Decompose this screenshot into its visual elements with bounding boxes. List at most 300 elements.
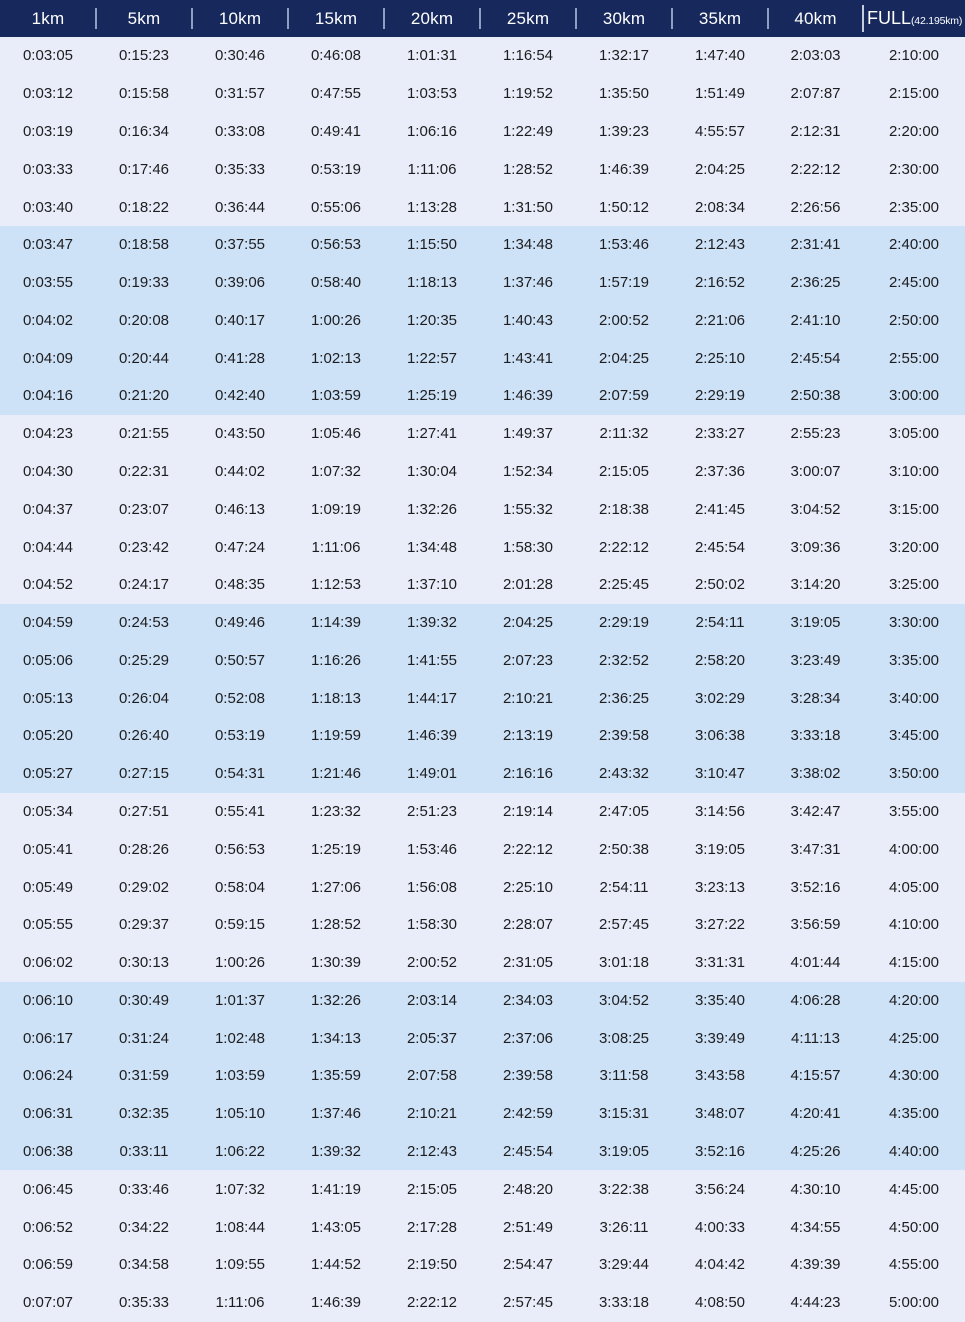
pace-cell: 2:15:05: [406, 1180, 458, 1198]
pace-cell: 1:16:54: [502, 47, 554, 65]
pace-cell: 3:35:00: [888, 651, 940, 669]
pace-cell: 2:35:00: [888, 198, 940, 216]
pace-cell: 2:25:45: [598, 576, 650, 594]
pace-cell: 1:39:23: [598, 122, 650, 140]
pace-cell: 3:27:22: [694, 916, 746, 934]
pace-cell: 4:01:44: [790, 954, 841, 972]
pace-cell: 2:33:27: [694, 425, 746, 443]
pace-cell: 0:21:55: [118, 425, 170, 443]
pace-cell: 2:45:54: [694, 538, 746, 556]
pace-cell: 1:41:19: [310, 1180, 362, 1198]
pace-cell: 3:48:07: [694, 1105, 746, 1123]
pace-cell: 2:50:38: [790, 387, 841, 405]
table-row: [0, 150, 965, 188]
pace-cell: 1:13:28: [406, 198, 458, 216]
pace-cell: 1:53:46: [598, 236, 650, 254]
col-header-25km: 25km: [480, 0, 576, 37]
pace-cell: 0:26:40: [118, 727, 170, 745]
pace-cell: 0:24:53: [118, 614, 170, 632]
pace-cell: 0:27:15: [118, 765, 170, 783]
table-row: [0, 755, 965, 793]
col-header-20km: 20km: [384, 0, 480, 37]
table-row: [0, 188, 965, 226]
pace-cell: 0:33:08: [214, 122, 266, 140]
pace-cell: 3:56:24: [694, 1180, 746, 1198]
pace-cell: 1:32:17: [598, 47, 650, 65]
pace-cell: 2:50:38: [598, 840, 650, 858]
pace-cell: 3:15:00: [888, 500, 940, 518]
pace-cell: 4:06:28: [790, 991, 841, 1009]
pace-cell: 0:04:16: [22, 387, 74, 405]
pace-cell: 0:30:46: [214, 47, 266, 65]
pace-cell: 2:39:58: [598, 727, 650, 745]
pace-cell: 1:01:37: [214, 991, 266, 1009]
pace-cell: 1:39:32: [406, 614, 458, 632]
pace-cell: 1:51:49: [694, 85, 746, 103]
pace-cell: 4:00:00: [888, 840, 940, 858]
table-row: [0, 415, 965, 453]
pace-cell: 1:32:26: [406, 500, 458, 518]
pace-cell: 0:23:42: [118, 538, 170, 556]
pace-cell: 0:31:24: [118, 1029, 170, 1047]
pace-cell: 1:11:06: [215, 1294, 265, 1312]
pace-cell: 2:28:07: [502, 916, 554, 934]
pace-cell: 3:10:47: [694, 765, 746, 783]
table-row: [0, 1095, 965, 1133]
pace-cell: 1:46:39: [406, 727, 458, 745]
pace-cell: 3:14:56: [694, 803, 746, 821]
pace-cell: 0:31:57: [214, 85, 266, 103]
pace-cell: 0:56:53: [310, 236, 362, 254]
table-row: [0, 679, 965, 717]
pace-cell: 2:32:52: [598, 651, 650, 669]
pace-cell: 0:47:24: [214, 538, 266, 556]
table-row: [0, 377, 965, 415]
col-header-full: [863, 0, 965, 37]
pace-cell: 0:05:13: [22, 689, 74, 707]
pace-cell: 0:55:41: [214, 803, 266, 821]
pace-cell: 0:04:02: [22, 311, 74, 329]
pace-cell: 0:53:19: [310, 160, 362, 178]
pace-cell: 2:31:41: [790, 236, 841, 254]
pace-cell: 3:23:13: [694, 878, 746, 896]
pace-cell: 0:50:57: [214, 651, 266, 669]
pace-cell: 3:29:44: [598, 1256, 650, 1274]
col-header-10km: 10km: [192, 0, 288, 37]
pace-cell: 4:45:00: [888, 1180, 940, 1198]
pace-cell: 2:08:34: [694, 198, 746, 216]
pace-cell: 0:15:23: [118, 47, 170, 65]
pace-cell: 0:40:17: [214, 311, 266, 329]
pace-cell: 1:25:19: [310, 840, 362, 858]
pace-cell: 2:30:00: [888, 160, 940, 178]
pace-cell: 3:31:31: [694, 954, 746, 972]
pace-cell: 3:43:58: [694, 1067, 746, 1085]
pace-cell: 1:03:59: [310, 387, 362, 405]
pace-cell: 2:04:25: [694, 160, 746, 178]
pace-cell: 0:48:35: [214, 576, 266, 594]
pace-cell: 1:05:10: [214, 1105, 266, 1123]
pace-cell: 0:03:19: [22, 122, 74, 140]
pace-cell: 1:34:48: [502, 236, 554, 254]
pace-cell: 4:50:00: [888, 1218, 940, 1236]
pace-cell: 2:10:21: [406, 1105, 458, 1123]
pace-cell: 3:00:07: [790, 462, 841, 480]
pace-cell: 1:52:34: [502, 462, 554, 480]
pace-cell: 1:35:59: [310, 1067, 362, 1085]
pace-cell: 1:18:13: [406, 274, 458, 292]
pace-cell: 3:33:18: [598, 1294, 650, 1312]
table-row: [0, 642, 965, 680]
pace-cell: 0:24:17: [118, 576, 170, 594]
pace-cell: 2:04:25: [598, 349, 650, 367]
pace-cell: 1:05:46: [310, 425, 362, 443]
pace-cell: 3:11:58: [599, 1067, 649, 1085]
pace-cell: 0:39:06: [214, 274, 266, 292]
table-row: [0, 264, 965, 302]
pace-cell: 1:09:55: [214, 1256, 266, 1274]
pace-cell: 1:43:05: [310, 1218, 362, 1236]
pace-cell: 2:01:28: [502, 576, 554, 594]
table-row: [0, 793, 965, 831]
pace-cell: 1:30:39: [310, 954, 362, 972]
pace-cell: 1:34:13: [310, 1029, 362, 1047]
pace-cell: 2:51:49: [502, 1218, 554, 1236]
pace-cell: 1:44:52: [310, 1256, 362, 1274]
pace-cell: 2:48:20: [502, 1180, 554, 1198]
pace-cell: 1:03:59: [214, 1067, 266, 1085]
pace-cell: 2:50:00: [888, 311, 940, 329]
table-row: [0, 1284, 965, 1322]
pace-cell: 0:33:46: [118, 1180, 170, 1198]
pace-cell: 2:43:32: [598, 765, 650, 783]
table-row: [0, 1133, 965, 1171]
pace-cell: 2:26:56: [790, 198, 841, 216]
pace-cell: 3:55:00: [888, 803, 940, 821]
pace-cell: 0:04:44: [22, 538, 74, 556]
pace-cell: 1:55:32: [502, 500, 554, 518]
pace-cell: 0:29:37: [118, 916, 170, 934]
pace-cell: 3:25:00: [888, 576, 940, 594]
table-row: [0, 1208, 965, 1246]
pace-cell: 1:53:46: [406, 840, 458, 858]
pace-cell: 1:03:53: [406, 85, 458, 103]
pace-cell: 1:22:57: [406, 349, 458, 367]
pace-cell: 3:38:02: [790, 765, 841, 783]
table-row: [0, 1057, 965, 1095]
pace-cell: 0:58:04: [214, 878, 266, 896]
pace-cell: 2:58:20: [694, 651, 746, 669]
pace-cell: 2:36:25: [790, 274, 841, 292]
pace-cell: 4:25:26: [790, 1143, 841, 1161]
pace-cell: 0:04:52: [22, 576, 74, 594]
table-row: [0, 37, 965, 75]
pace-cell: 2:54:11: [599, 878, 649, 896]
pace-cell: 3:09:36: [790, 538, 841, 556]
pace-cell: 2:19:50: [406, 1256, 458, 1274]
pace-cell: 3:01:18: [598, 954, 650, 972]
pace-cell: 1:21:46: [310, 765, 362, 783]
table-row: [0, 830, 965, 868]
pace-cell: 0:19:33: [118, 274, 170, 292]
pace-cell: 1:46:39: [310, 1294, 362, 1312]
pace-cell: 2:07:23: [502, 651, 554, 669]
pace-cell: 1:41:55: [406, 651, 458, 669]
pace-cell: 0:05:34: [22, 803, 74, 821]
pace-cell: 3:20:00: [888, 538, 940, 556]
pace-cell: 3:14:20: [790, 576, 841, 594]
pace-cell: 0:03:55: [22, 274, 74, 292]
pace-cell: 1:35:50: [598, 85, 650, 103]
pace-cell: 3:26:11: [599, 1218, 649, 1236]
pace-cell: 2:34:03: [502, 991, 554, 1009]
pace-cell: 4:00:33: [694, 1218, 746, 1236]
table-row: [0, 453, 965, 491]
pace-cell: 0:18:22: [118, 198, 170, 216]
table-row: [0, 717, 965, 755]
pace-cell: 0:17:46: [118, 160, 170, 178]
pace-cell: 1:11:06: [311, 538, 361, 556]
pace-cell: 0:41:28: [214, 349, 266, 367]
pace-cell: 0:25:29: [118, 651, 170, 669]
pace-cell: 0:05:55: [22, 916, 74, 934]
pace-cell: 4:15:57: [790, 1067, 841, 1085]
pace-cell: 1:28:52: [310, 916, 362, 934]
pace-cell: 0:20:08: [118, 311, 170, 329]
pace-cell: 1:57:19: [598, 274, 650, 292]
pace-cell: 4:08:50: [694, 1294, 746, 1312]
pace-cell: 1:50:12: [598, 198, 650, 216]
pace-cell: 3:39:49: [694, 1029, 746, 1047]
pace-cell: 0:06:38: [22, 1143, 74, 1161]
pace-cell: 1:08:44: [214, 1218, 266, 1236]
pace-cell: 0:07:07: [22, 1294, 74, 1312]
pace-cell: 2:04:25: [502, 614, 554, 632]
pace-cell: 0:03:05: [22, 47, 74, 65]
pace-cell: 1:14:39: [310, 614, 362, 632]
pace-cell: 2:18:38: [598, 500, 650, 518]
table-row: [0, 982, 965, 1020]
pace-cell: 2:22:12: [790, 160, 841, 178]
pace-cell: 1:07:32: [310, 462, 362, 480]
pace-cell: 2:12:43: [694, 236, 746, 254]
full-distance-label: (42.195km): [911, 15, 963, 27]
table-row: [0, 868, 965, 906]
pace-cell: 0:05:27: [22, 765, 74, 783]
pace-cell: 2:25:10: [502, 878, 554, 896]
pace-cell: 2:57:45: [598, 916, 650, 934]
pace-cell: 0:53:19: [214, 727, 266, 745]
pace-cell: 2:03:14: [406, 991, 458, 1009]
pace-cell: 2:37:06: [502, 1029, 554, 1047]
pace-cell: 1:02:48: [214, 1029, 266, 1047]
pace-cell: 0:46:08: [310, 47, 362, 65]
pace-cell: 0:06:45: [22, 1180, 74, 1198]
pace-cell: 0:05:41: [22, 840, 74, 858]
pace-cell: 1:02:13: [310, 349, 362, 367]
pace-cell: 3:50:00: [888, 765, 940, 783]
pace-cell: 3:06:38: [694, 727, 746, 745]
pace-cell: 3:22:38: [598, 1180, 650, 1198]
pace-cell: 1:18:13: [310, 689, 362, 707]
pace-cell: 1:37:46: [310, 1105, 362, 1123]
pace-cell: 0:05:06: [22, 651, 74, 669]
pace-cell: 4:35:00: [888, 1105, 940, 1123]
full-label: FULL: [867, 8, 912, 28]
pace-cell: 2:15:00: [888, 85, 940, 103]
pace-cell: 1:25:19: [406, 387, 458, 405]
pace-cell: 4:34:55: [790, 1218, 841, 1236]
pace-cell: 1:28:52: [502, 160, 554, 178]
pace-cell: 2:57:45: [502, 1294, 554, 1312]
pace-cell: 2:39:58: [502, 1067, 554, 1085]
pace-cell: 0:31:59: [118, 1067, 170, 1085]
table-row: [0, 604, 965, 642]
pace-cell: 2:12:31: [790, 122, 841, 140]
pace-cell: 0:22:31: [118, 462, 170, 480]
pace-cell: 5:00:00: [888, 1294, 940, 1312]
pace-cell: 2:16:52: [694, 274, 746, 292]
pace-cell: 2:21:06: [694, 311, 746, 329]
pace-cell: 3:35:40: [694, 991, 746, 1009]
pace-cell: 3:00:00: [888, 387, 940, 405]
pace-cell: 0:56:53: [214, 840, 266, 858]
pace-cell: 1:15:50: [406, 236, 458, 254]
pace-cell: 2:55:00: [888, 349, 940, 367]
pace-cell: 4:11:13: [791, 1029, 840, 1047]
pace-cell: 0:04:59: [22, 614, 74, 632]
pace-cell: 1:16:26: [310, 651, 362, 669]
pace-cell: 0:04:09: [22, 349, 74, 367]
pace-cell: 0:46:13: [214, 500, 266, 518]
pace-cell: 1:00:26: [310, 311, 362, 329]
pace-cell: 0:55:06: [310, 198, 362, 216]
pace-cell: 2:12:43: [406, 1143, 458, 1161]
pace-cell: 2:20:00: [888, 122, 940, 140]
pace-cell: 0:04:23: [22, 425, 74, 443]
pace-cell: 0:05:20: [22, 727, 74, 745]
pace-cell: 4:25:00: [888, 1029, 940, 1047]
table-row: [0, 1019, 965, 1057]
pace-cell: 4:39:39: [790, 1256, 841, 1274]
col-header-5km: 5km: [96, 0, 192, 37]
pace-cell: 2:55:23: [790, 425, 841, 443]
pace-cell: 1:47:40: [694, 47, 746, 65]
table-row: [0, 1246, 965, 1284]
pace-cell: 1:01:31: [406, 47, 458, 65]
pace-cell: 2:31:05: [502, 954, 554, 972]
table-row: [0, 490, 965, 528]
pace-cell: 0:27:51: [118, 803, 170, 821]
pace-cell: 1:31:50: [502, 198, 554, 216]
pace-cell: 2:07:58: [406, 1067, 458, 1085]
pace-cell: 0:36:44: [214, 198, 266, 216]
pace-cell: 3:45:00: [888, 727, 940, 745]
pace-cell: 0:03:12: [22, 85, 74, 103]
pace-cell: 4:20:41: [790, 1105, 841, 1123]
pace-cell: 1:32:26: [310, 991, 362, 1009]
pace-cell: 0:06:10: [22, 991, 74, 1009]
pace-cell: 0:04:37: [22, 500, 74, 518]
pace-cell: 2:07:59: [598, 387, 650, 405]
pace-cell: 1:49:01: [406, 765, 458, 783]
table-row: [0, 339, 965, 377]
pace-cell: 1:27:06: [310, 878, 362, 896]
pace-cell: 1:37:10: [406, 576, 458, 594]
pace-cell: 4:10:00: [888, 916, 940, 934]
pace-cell: 0:18:58: [118, 236, 170, 254]
header-row: [0, 0, 965, 37]
pace-cell: 3:47:31: [790, 840, 841, 858]
pace-cell: 0:49:41: [310, 122, 362, 140]
pace-cell: 0:03:33: [22, 160, 74, 178]
pace-cell: 0:15:58: [118, 85, 170, 103]
pace-cell: 4:30:00: [888, 1067, 940, 1085]
pace-cell: 2:19:14: [502, 803, 554, 821]
pace-cell: 3:33:18: [790, 727, 841, 745]
pace-cell: 4:04:42: [694, 1256, 746, 1274]
pace-cell: 2:00:52: [406, 954, 458, 972]
pace-cell: 1:56:08: [406, 878, 458, 896]
pace-cell: 0:03:47: [22, 236, 74, 254]
pace-cell: 1:19:52: [502, 85, 554, 103]
pace-cell: 1:00:26: [214, 954, 266, 972]
pace-cell: 2:22:12: [406, 1294, 458, 1312]
pace-cell: 0:32:35: [118, 1105, 170, 1123]
pace-cell: 1:39:32: [310, 1143, 362, 1161]
pace-cell: 0:52:08: [214, 689, 266, 707]
pace-cell: 3:05:00: [888, 425, 940, 443]
pace-cell: 2:17:28: [406, 1218, 458, 1236]
pace-cell: 1:06:22: [214, 1143, 266, 1161]
pace-cell: 0:54:31: [214, 765, 266, 783]
pace-cell: 3:10:00: [888, 462, 940, 480]
pace-cell: 0:05:49: [22, 878, 74, 896]
pace-cell: 1:30:04: [406, 462, 458, 480]
pace-cell: 0:06:52: [22, 1218, 74, 1236]
pace-cell: 1:12:53: [310, 576, 362, 594]
pace-cell: 2:11:32: [599, 425, 649, 443]
pace-cell: 1:34:48: [406, 538, 458, 556]
pace-cell: 0:06:24: [22, 1067, 74, 1085]
pace-cell: 2:13:19: [502, 727, 554, 745]
pace-cell: 0:06:59: [22, 1256, 74, 1274]
pace-cell: 2:05:37: [406, 1029, 458, 1047]
pace-cell: 0:30:13: [118, 954, 170, 972]
pace-cell: 2:40:00: [888, 236, 940, 254]
pace-cell: 0:20:44: [118, 349, 170, 367]
pace-cell: 2:54:47: [502, 1256, 554, 1274]
table-row: [0, 113, 965, 151]
pace-cell: 3:40:00: [888, 689, 940, 707]
pace-cell: 2:03:03: [790, 47, 841, 65]
pace-cell: 3:19:05: [694, 840, 746, 858]
pace-cell: 1:58:30: [406, 916, 458, 934]
pace-cell: 1:20:35: [406, 311, 458, 329]
pace-cell: 2:41:10: [790, 311, 841, 329]
pace-cell: 2:41:45: [694, 500, 746, 518]
pace-cell: 4:55:57: [694, 122, 746, 140]
pace-cell: 1:49:37: [502, 425, 554, 443]
pace-cell: 1:46:39: [598, 160, 650, 178]
table-row: [0, 75, 965, 113]
pace-cell: 0:47:55: [310, 85, 362, 103]
pace-cell: 4:44:23: [790, 1294, 841, 1312]
pace-cell: 0:34:22: [118, 1218, 170, 1236]
pace-cell: 1:19:59: [310, 727, 362, 745]
pace-cell: 0:30:49: [118, 991, 170, 1009]
pace-cell: 2:42:59: [502, 1105, 554, 1123]
